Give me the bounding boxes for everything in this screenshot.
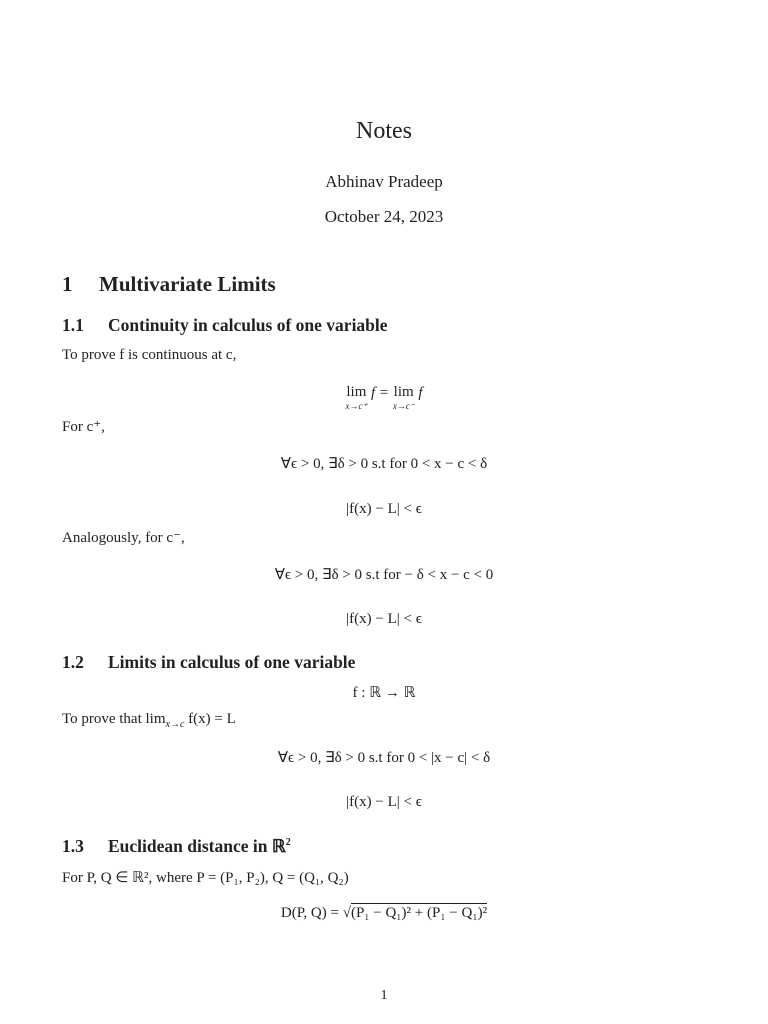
- page-number: 1: [380, 988, 388, 1003]
- eq-lhs: D(P, Q) = √: [280, 905, 351, 921]
- subsection-number: 1.2: [62, 652, 84, 672]
- eq-middle: f =: [371, 385, 393, 401]
- document-author: Abhinav Pradeep: [325, 172, 443, 191]
- limit-left: [346, 385, 368, 411]
- intro-text: To prove that lim: [62, 711, 166, 727]
- subsection-number: 1.1: [62, 315, 84, 335]
- subsection-title: Continuity in calculus of one variable: [108, 315, 388, 335]
- lim-sub: x→c⁺: [345, 401, 368, 411]
- document-title: Notes: [356, 118, 412, 144]
- subsection-heading-2: [62, 652, 355, 673]
- paragraph-limit-intro: [62, 711, 236, 730]
- equation-epsilon-delta-left: ∀ϵ > 0, ∃δ > 0 s.t for − δ < x − c < 0: [274, 567, 494, 583]
- equation-abs-difference: |f(x) − L| < ϵ: [346, 501, 422, 517]
- lim-sub: x→c⁻: [392, 401, 415, 411]
- eq-end: f: [418, 385, 423, 401]
- paragraph-for-cplus: For c⁺,: [62, 419, 105, 435]
- subsection-title: Euclidean distance in ℝ: [108, 836, 286, 856]
- lim-text: lim: [346, 384, 367, 400]
- section-number: 1: [62, 272, 73, 296]
- subsection-title: Limits in calculus of one variable: [108, 652, 356, 672]
- lim-text: lim: [393, 384, 414, 400]
- subsection-heading-3: [62, 836, 291, 857]
- equation-euclidean-distance: [0, 905, 768, 922]
- section-heading: [62, 272, 276, 297]
- intro-end: f(x) = L: [184, 711, 236, 727]
- equation-abs-difference: |f(x) − L| < ϵ: [346, 794, 422, 810]
- equation-epsilon-delta-two-sided: ∀ϵ > 0, ∃δ > 0 s.t for 0 < |x − c| < δ: [277, 750, 491, 766]
- paragraph-euclidean-intro: For P, Q ∈ ℝ², where P = (P₁, P₂), Q = (Q₁, Q₂): [62, 870, 349, 886]
- subsection-heading-1: [62, 315, 388, 336]
- equation-function-domain: f : ℝ → ℝ: [352, 685, 416, 701]
- equation-abs-difference: |f(x) − L| < ϵ: [346, 611, 422, 627]
- intro-sub: x→c: [165, 719, 185, 730]
- document-date: October 24, 2023: [324, 207, 444, 226]
- title-superscript: 2: [285, 837, 291, 849]
- limit-right: [393, 385, 415, 411]
- eq-rhs: (P₁ − Q₁)² + (P₁ − Q₁)²: [350, 905, 488, 921]
- paragraph-continuity-intro: To prove f is continuous at c,: [62, 347, 237, 363]
- section-title: Multivariate Limits: [99, 272, 276, 296]
- subsection-number: 1.3: [62, 836, 84, 856]
- equation-one-sided-limits: [0, 385, 768, 411]
- paragraph-analogously: Analogously, for c⁻,: [62, 530, 185, 546]
- equation-epsilon-delta-right: ∀ϵ > 0, ∃δ > 0 s.t for 0 < x − c < δ: [280, 456, 488, 472]
